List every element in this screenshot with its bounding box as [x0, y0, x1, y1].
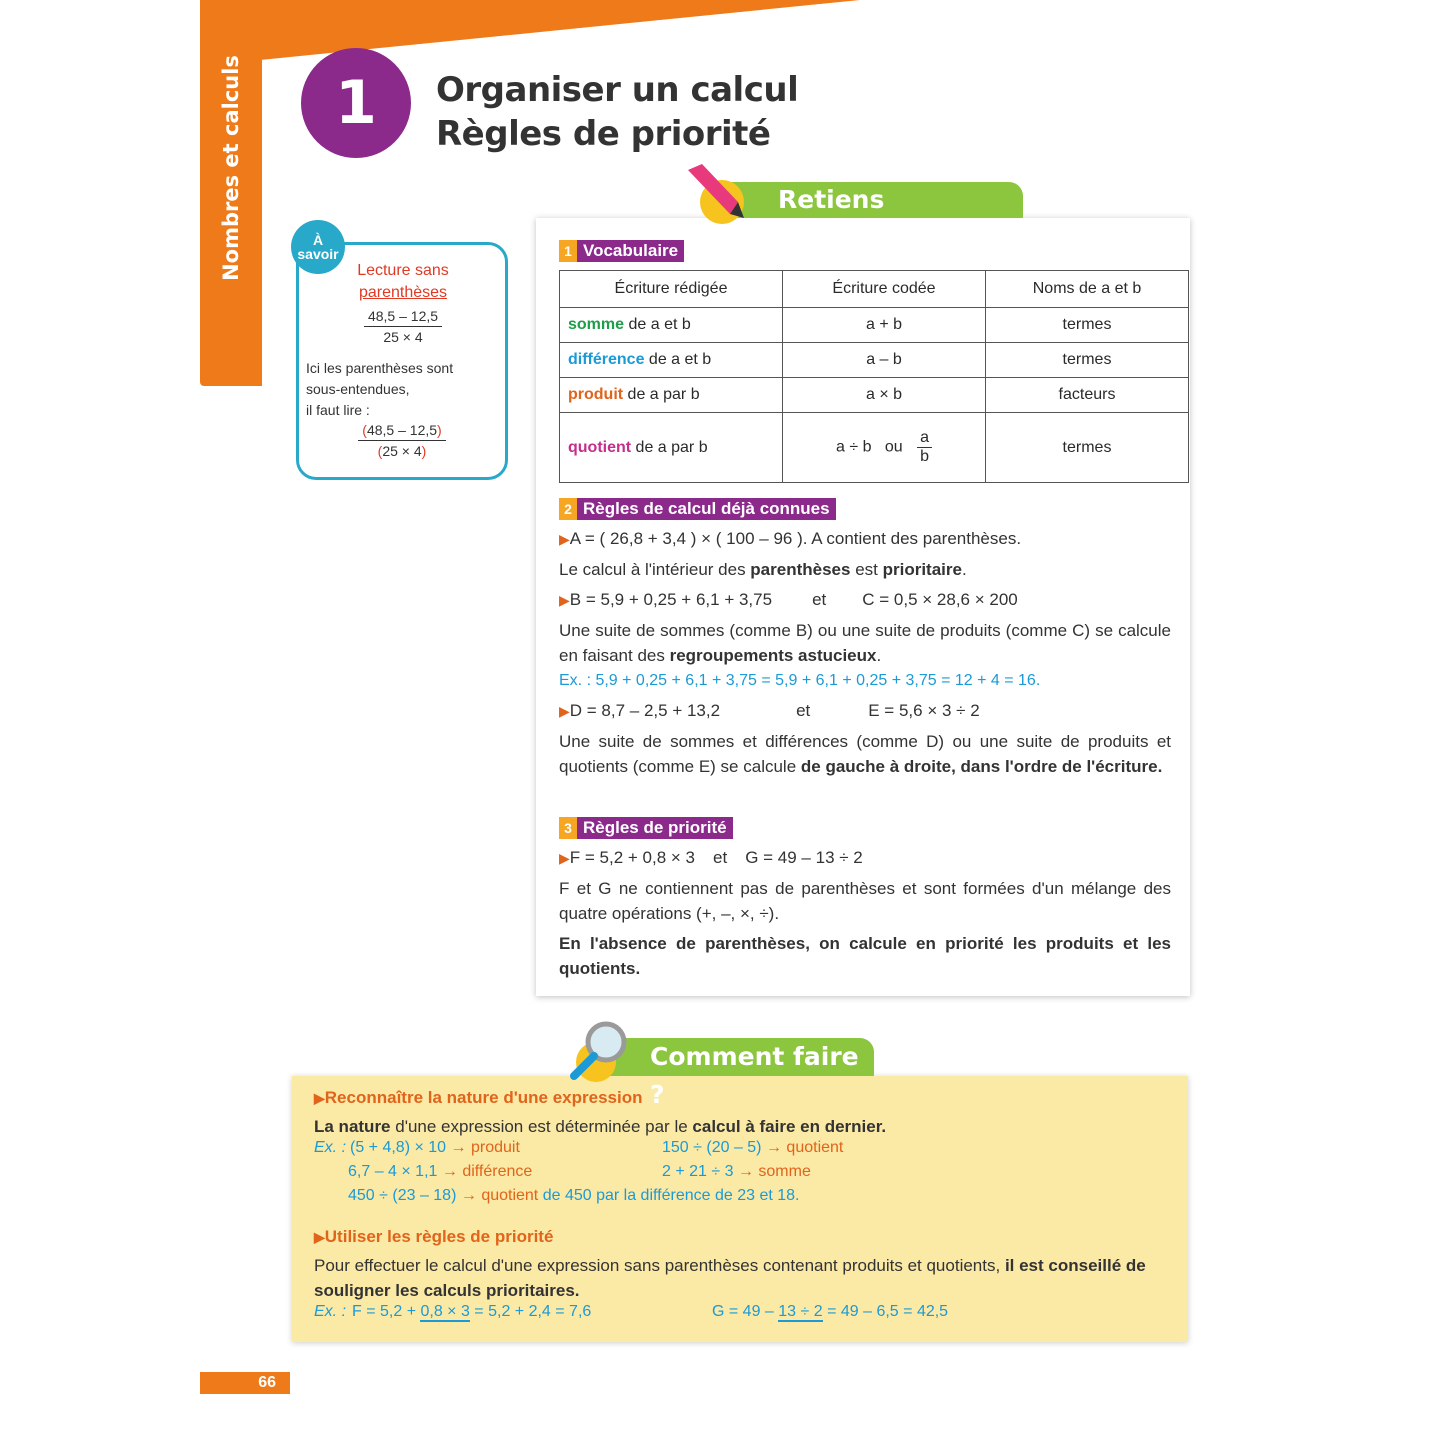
table-header-row — [560, 271, 1189, 308]
ex-underlined: 13 ÷ 2 — [778, 1303, 823, 1320]
vocab-code: a + b — [783, 308, 986, 343]
page-title-line2: Règles de priorité — [436, 114, 771, 154]
ex-result: somme — [758, 1163, 811, 1180]
arrow-icon: ▶ — [559, 850, 570, 866]
savoir-note-2: sous-entendues, — [306, 381, 410, 397]
section-number: 2 — [559, 498, 577, 520]
retiens-banner: Retiens l'essentiel — [720, 182, 1023, 218]
ex-label: Ex. : — [314, 1303, 347, 1320]
part1-text — [314, 1114, 1180, 1139]
line-bc — [559, 587, 1171, 613]
savoir-note-1: Ici les parenthèses sont — [306, 360, 454, 376]
part2-examples — [314, 1303, 1180, 1329]
vocab-rest: de a et b — [644, 351, 712, 368]
paren-open: ( — [362, 422, 367, 438]
frac1-den: 25 × 4 — [383, 329, 423, 345]
savoir-badge-top: À — [312, 232, 324, 248]
arrow-icon: ▶ — [559, 531, 570, 547]
savoir-title-line2: parenthèses — [358, 284, 448, 301]
et-word: et — [796, 701, 811, 720]
text-a — [559, 557, 1171, 582]
table-header: Écriture rédigée — [560, 271, 783, 308]
text-bold: de gauche à droite, dans l'ordre de l'écriture. — [800, 757, 1163, 776]
ex-result: quotient — [786, 1139, 844, 1156]
savoir-fraction-2 — [340, 422, 464, 459]
ex-part: = 49 – 6,5 = 42,5 — [822, 1303, 949, 1320]
et-word: et — [812, 590, 827, 609]
line-de — [559, 698, 1171, 724]
vocab-word: produit — [568, 386, 624, 403]
magnifier-icon — [566, 1018, 638, 1084]
ex-underlined: 0,8 × 3 — [420, 1303, 470, 1320]
section-number: 3 — [559, 817, 577, 839]
frac2-den: 25 × 4 — [382, 443, 422, 459]
example-3 — [348, 1163, 532, 1181]
ex-expr: 150 ÷ (20 – 5) — [662, 1139, 762, 1156]
comment-faire-banner: Comment faire ? — [604, 1038, 874, 1076]
section-regles-priorite-head — [559, 817, 733, 839]
savoir-fraction-1 — [344, 308, 462, 345]
savoir-note-3: il faut lire : — [306, 402, 370, 418]
vocab-names: termes — [986, 308, 1189, 343]
vocab-names: termes — [986, 343, 1189, 378]
text-bold: La nature — [314, 1117, 391, 1136]
text-part: . — [961, 560, 967, 579]
part2-title — [314, 1227, 1180, 1247]
example-1 — [350, 1139, 520, 1157]
ex-part: G = 49 – — [712, 1303, 779, 1320]
text-part: est — [850, 560, 883, 579]
table-header: Écriture codée — [783, 271, 986, 308]
savoir-badge-bottom: savoir — [297, 246, 339, 262]
text-priority-1: F et G ne contiennent pas de parenthèses et sont formées d'un mélange des quatre opérations (+, –, ×, ÷). — [559, 879, 1171, 923]
vocab-rest: de a et b — [624, 316, 691, 333]
text-part: . — [876, 646, 882, 665]
table-row — [560, 343, 1189, 378]
section-number: 1 — [559, 240, 577, 262]
table-row — [560, 378, 1189, 413]
paren-open: ( — [377, 443, 383, 459]
ex-expr: 450 ÷ (23 – 18) — [348, 1187, 457, 1204]
section-regles-priorite-body — [559, 845, 1171, 981]
ex-part: F = 5,2 + — [352, 1303, 421, 1320]
arrow-icon: ▶ — [559, 703, 570, 719]
example-5 — [348, 1187, 799, 1205]
top-orange-band — [200, 0, 860, 66]
text-bold: calcul à faire en dernier. — [692, 1117, 887, 1136]
et-word: et — [713, 848, 728, 867]
page-number: 66 — [200, 1372, 290, 1394]
vocab-names: facteurs — [986, 378, 1189, 413]
expr-c: C = 0,5 × 28,6 × 200 — [862, 590, 1018, 609]
line-fg — [559, 845, 1171, 871]
vocab-code: a ÷ b ou — [836, 438, 903, 456]
vocab-code: a – b — [783, 343, 986, 378]
ex-expr: (5 + 4,8) × 10 — [350, 1139, 447, 1156]
text-part: Le calcul à l'intérieur des — [559, 560, 751, 579]
text-priority-2: En l'absence de parenthèses, on calcule en priorité les produits et les quotients. — [559, 934, 1171, 978]
arrow-icon: ▶ — [314, 1229, 325, 1245]
example-2 — [662, 1139, 843, 1157]
text-part: d'une expression est déterminée par le — [390, 1117, 693, 1136]
text-d — [559, 729, 1171, 779]
savoir-note — [306, 358, 453, 421]
expr-f: F = 5,2 + 0,8 × 3 — [569, 848, 696, 867]
vocab-code-fraction — [917, 429, 932, 466]
line-a — [559, 526, 1171, 552]
frac2-num: 48,5 – 12,5 — [366, 422, 438, 438]
table-row — [560, 413, 1189, 483]
paren-close: ) — [437, 422, 442, 438]
text-bold: regroupements astucieux — [669, 646, 877, 665]
ex-result: produit — [470, 1139, 520, 1156]
section-vocabulaire-head — [559, 240, 684, 262]
text-part: Une suite de sommes (comme B) ou une suite de produits (comme C) se calcule en faisant des — [559, 621, 1171, 665]
ex-expr: 2 + 21 ÷ 3 — [662, 1163, 734, 1180]
arrow-glyph: → — [737, 1163, 754, 1180]
text-bold: prioritaire — [882, 560, 962, 579]
text-bold: parenthèses — [750, 560, 851, 579]
table-row — [560, 308, 1189, 343]
arrow-glyph: → — [460, 1187, 477, 1204]
ex-part: = 5,2 + 2,4 = 7,6 — [469, 1303, 592, 1320]
expr-e: E = 5,6 × 3 ÷ 2 — [868, 701, 980, 720]
section-title: Vocabulaire — [577, 240, 684, 262]
ex-expr: 6,7 – 4 × 1,1 — [348, 1163, 438, 1180]
table-header: Noms de a et b — [986, 271, 1189, 308]
arrow-glyph: → — [765, 1139, 782, 1156]
ex-result: différence — [462, 1163, 533, 1180]
vocab-word: différence — [568, 351, 645, 368]
example-f — [352, 1303, 591, 1321]
paren-close: ) — [421, 443, 427, 459]
vocabulary-table — [559, 270, 1189, 483]
example-4 — [662, 1163, 811, 1181]
savoir-title-line1: Lecture sans — [357, 262, 449, 279]
ex-label: Ex. : — [314, 1139, 347, 1156]
expr-a: A = ( 26,8 + 3,4 ) × ( 100 – 96 ). A contient des parenthèses. — [569, 529, 1022, 548]
arrow-icon: ▶ — [559, 592, 570, 608]
section-regles-connues-body — [559, 526, 1171, 779]
ex-tail: de 450 par la différence de 23 et 18. — [538, 1187, 800, 1204]
part1-examples — [314, 1139, 1180, 1213]
code-frac-den: b — [920, 448, 929, 465]
section-title: Règles de calcul déjà connues — [577, 498, 836, 520]
text-part: Une suite de sommes et différences (comme D) ou une suite de produits et quotients (comme E) se calcule — [559, 732, 1171, 776]
arrow-icon: ▶ — [314, 1090, 325, 1106]
vocab-word: quotient — [568, 438, 632, 456]
part1-title — [314, 1088, 1180, 1108]
arrow-glyph: → — [441, 1163, 458, 1180]
part2-text — [314, 1253, 1180, 1303]
text-part: Pour effectuer le calcul d'une expression sans parenthèses contenant produits et quotients, — [314, 1256, 1005, 1275]
example-g — [712, 1303, 948, 1321]
code-frac-num: a — [917, 429, 932, 448]
section-title: Règles de priorité — [577, 817, 733, 839]
vocab-word: somme — [568, 316, 625, 333]
text-b — [559, 618, 1171, 668]
page-title-line1: Organiser un calcul — [436, 70, 799, 110]
part2-title-text: Utiliser les règles de priorité — [324, 1227, 554, 1246]
vocab-names: termes — [986, 413, 1189, 483]
part1-title-text: Reconnaître la nature d'une expression — [324, 1088, 643, 1107]
vocab-rest: de a par b — [623, 386, 700, 403]
vocab-code: a × b — [783, 378, 986, 413]
section-regles-connues-head — [559, 498, 836, 520]
expr-d: D = 8,7 – 2,5 + 13,2 — [569, 701, 721, 720]
ex-result: quotient — [481, 1187, 539, 1204]
text-bold: il est conseillé de souligner les calculs prioritaires. — [314, 1256, 1146, 1300]
highlighter-icon — [684, 164, 754, 226]
savoir-title — [330, 260, 476, 304]
example-b: Ex. : 5,9 + 0,25 + 6,1 + 3,75 = 5,9 + 6,1 + 0,25 + 3,75 = 12 + 4 = 16. — [559, 672, 1041, 689]
expr-b: B = 5,9 + 0,25 + 6,1 + 3,75 — [569, 590, 773, 609]
side-chapter-label: Nombres et calculs — [219, 55, 243, 281]
expr-g: G = 49 – 13 ÷ 2 — [745, 848, 863, 867]
vocab-rest: de a par b — [631, 438, 708, 456]
comment-body — [314, 1088, 1180, 1329]
chapter-number: 1 — [301, 48, 411, 158]
frac1-num: 48,5 – 12,5 — [364, 308, 442, 327]
arrow-glyph: → — [450, 1139, 467, 1156]
